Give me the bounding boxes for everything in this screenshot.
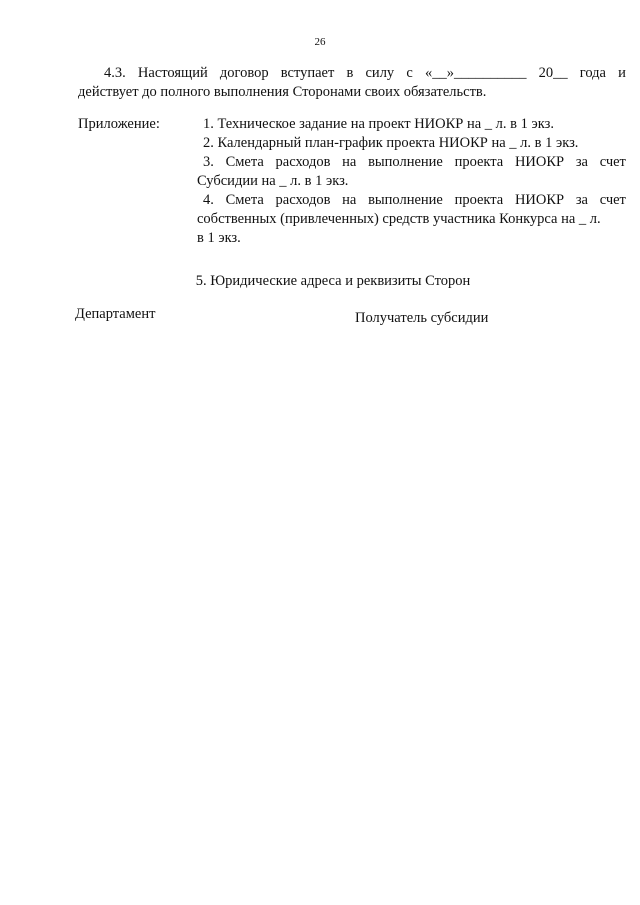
appendix-item-line: 2. Календарный план-график проекта НИОКР на _ л. в 1 экз.: [203, 135, 579, 151]
appendix-item: [197, 115, 626, 134]
appendix-item-line: [197, 153, 626, 172]
appendix-word: расходов: [275, 154, 331, 170]
clause-word: силу: [365, 65, 395, 81]
appendix-item-line: [197, 191, 626, 210]
appendix-word: проекта: [454, 154, 504, 170]
appendix-word: на: [342, 154, 357, 170]
clause-4-3-line-2: действует до полного выполнения Сторонами своих обязательств.: [78, 84, 487, 100]
clause-word: года: [579, 65, 606, 81]
appendix-word: НИОКР: [514, 192, 565, 208]
appendix-word: за: [575, 154, 588, 170]
clause-word: и: [618, 65, 626, 81]
appendix-word: Смета: [225, 154, 264, 170]
appendix-item-line: 1. Техническое задание на проект НИОКР на _ л. в 1 экз.: [203, 116, 554, 132]
appendix-word: НИОКР: [514, 154, 565, 170]
clause-word: с: [406, 65, 413, 81]
appendix-label: Приложение:: [78, 116, 160, 132]
appendix-word: выполнение: [368, 154, 443, 170]
appendix-item: [197, 134, 626, 153]
appendix-item-line: собственных (привлеченных) средств участника Конкурса на _ л.: [197, 211, 601, 227]
appendix-item-line: в 1 экз.: [197, 230, 241, 246]
clause-4-3-line-1: [78, 64, 626, 83]
clause-number: 4.3.: [104, 65, 126, 81]
appendix-list: [197, 115, 626, 248]
appendix-word: счет: [599, 192, 626, 208]
date-blank: «__»__________: [424, 65, 527, 81]
appendix-word: Смета: [225, 192, 264, 208]
section-5-heading: 5. Юридические адреса и реквизиты Сторон: [195, 273, 471, 289]
appendix-word: счет: [599, 154, 626, 170]
appendix-item-line: Субсидии на _ л. в 1 экз.: [197, 173, 349, 189]
page-number: 26: [314, 36, 326, 48]
year-blank: 20__: [538, 65, 568, 81]
appendix-item: [197, 191, 626, 248]
appendix-word: на: [342, 192, 357, 208]
clause-4-3: [78, 64, 626, 102]
appendix-word: выполнение: [368, 192, 443, 208]
appendix-word: расходов: [275, 192, 331, 208]
clause-word: Настоящий: [137, 65, 208, 81]
clause-word: в: [346, 65, 354, 81]
party-department-label: Департамент: [75, 306, 156, 322]
party-recipient-label: Получатель субсидии: [355, 310, 489, 326]
clause-word: вступает: [280, 65, 335, 81]
appendix-word: проекта: [454, 192, 504, 208]
clause-word: договор: [219, 65, 269, 81]
appendix-word: 4.: [203, 192, 214, 208]
appendix-word: 3.: [203, 154, 214, 170]
appendix-item: [197, 153, 626, 191]
appendix-word: за: [575, 192, 588, 208]
